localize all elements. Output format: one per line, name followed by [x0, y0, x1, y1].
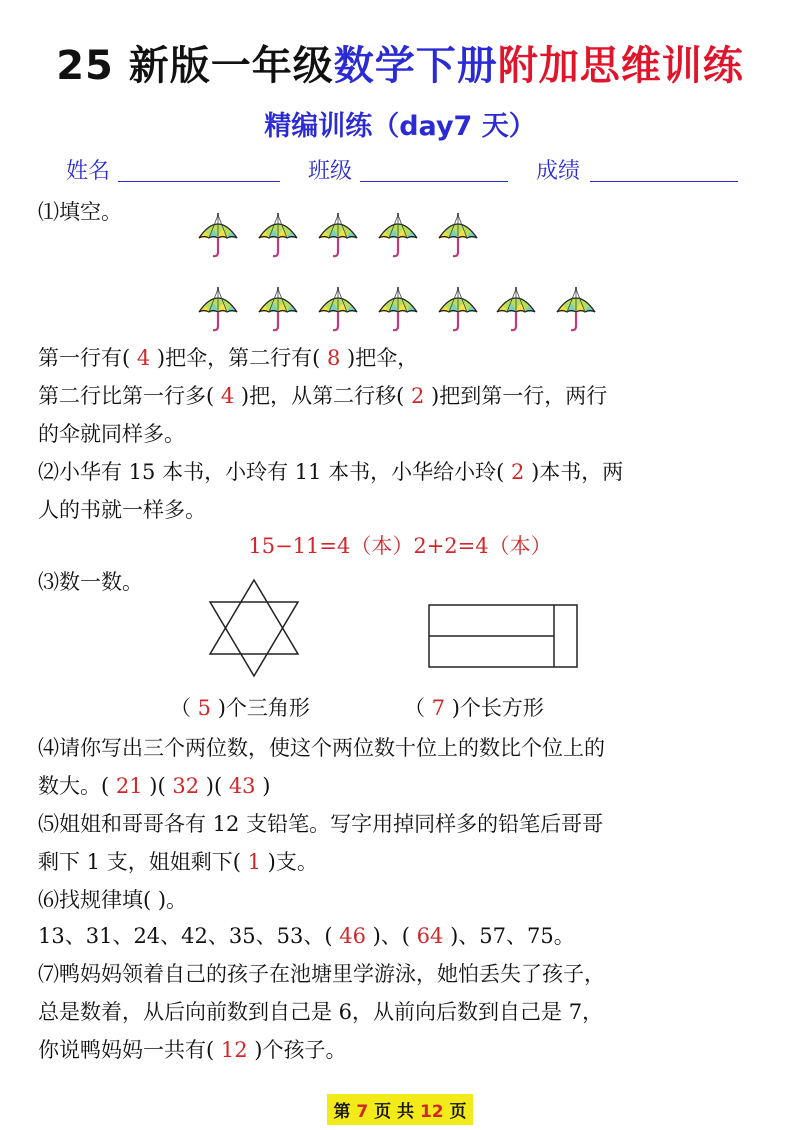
q3-rectangles-answer-line: （ 7 )个长方形 [404, 696, 544, 720]
q1-line-3: 的伞就同样多。 [38, 422, 185, 446]
answer: 7 [425, 696, 452, 720]
umbrella-icon [436, 212, 482, 260]
q3-title: ⑶数一数。 [38, 570, 143, 594]
q1-line-2: 第二行比第一行多( 4 )把，从第二行移( 2 )把到第一行，两行 [38, 384, 608, 408]
student-info-row [0, 154, 800, 186]
rectangles-figure [428, 604, 580, 670]
umbrella-icon [256, 286, 302, 334]
q7-line-1: ⑺鸭妈妈领着自己的孩子在池塘里学游泳，她怕丢失了孩子， [38, 962, 605, 986]
umbrella-icon [256, 212, 302, 260]
q6-sequence: 13、31、24、42、35、53、( 46 )、( 64 )、57、75。 [38, 924, 575, 948]
star-of-david-figure [206, 578, 302, 678]
umbrella-icon [316, 286, 362, 334]
umbrella-icon [376, 286, 422, 334]
answer: 4 [214, 384, 241, 408]
q2-line-1: ⑵小华有 15 本书，小玲有 11 本书，小华给小玲( 2 )本书，两 [38, 460, 624, 484]
answer: 43 [222, 774, 263, 798]
title-part-training: 附加思维训练 [497, 43, 744, 89]
umbrella-icon [316, 212, 362, 260]
umbrella-icon [376, 212, 422, 260]
page-title [0, 34, 800, 91]
q7-line-3: 你说鸭妈妈一共有( 12 )个孩子。 [38, 1038, 347, 1062]
total-pages: 12 [419, 1102, 444, 1122]
q5-line-2: 剩下 1 支，姐姐剩下( 1 )支。 [38, 850, 318, 874]
score-field[interactable] [590, 181, 738, 182]
q6-title: ⑹找规律填( )。 [38, 888, 188, 912]
answer: 5 [191, 696, 218, 720]
answer: 46 [332, 924, 373, 948]
class-label: 班级 [308, 159, 353, 184]
umbrella-icon [494, 286, 540, 334]
q1-title: ⑴填空。 [38, 200, 122, 224]
title-part-subject: 数学下册 [333, 43, 498, 89]
answer: 21 [109, 774, 150, 798]
page-number-badge: 第 7 页 共 12 页 [327, 1094, 472, 1125]
answer: 2 [404, 384, 432, 408]
umbrella-icon [554, 286, 600, 334]
answer: 32 [165, 774, 206, 798]
current-page: 7 [356, 1102, 369, 1122]
q7-line-2: 总是数着，从后向前数到自己是 6，从前向后数到自己是 7， [38, 1000, 604, 1024]
answer: 8 [320, 346, 348, 370]
q5-line-1: ⑸姐姐和哥哥各有 12 支铅笔。写字用掉同样多的铅笔后哥哥 [38, 812, 604, 836]
umbrella-icon [436, 286, 482, 334]
answer: 4 [130, 346, 157, 370]
class-field[interactable] [360, 181, 508, 182]
umbrella-icon [196, 286, 242, 334]
q2-line-2: 人的书就一样多。 [38, 498, 206, 522]
page-subtitle: 精编训练（day7 天） [264, 111, 536, 142]
q1-line-1: 第一行有( 4 )把伞，第二行有( 8 )把伞， [38, 346, 419, 370]
answer: 2 [504, 460, 532, 484]
q2-solution: 15−11=4（本）2+2=4（本） [248, 534, 552, 558]
umbrella-icon [196, 212, 242, 260]
score-label: 成绩 [536, 159, 581, 184]
answer: 12 [214, 1038, 255, 1062]
q1-umbrella-row-1 [0, 212, 800, 282]
q4-line-2: 数大。( 21 )( 32 )( 43 ) [38, 774, 271, 798]
answer: 64 [410, 924, 451, 948]
q4-line-1: ⑷请你写出三个两位数，使这个两位数十位上的数比个位上的 [38, 736, 605, 760]
name-field[interactable] [118, 181, 280, 182]
answer: 1 [240, 850, 268, 874]
q3-triangles-answer-line: （ 5 )个三角形 [170, 696, 310, 720]
title-part-grade: 25 新版一年级 [56, 43, 334, 89]
page-footer [0, 1094, 800, 1125]
name-label: 姓名 [66, 159, 111, 184]
